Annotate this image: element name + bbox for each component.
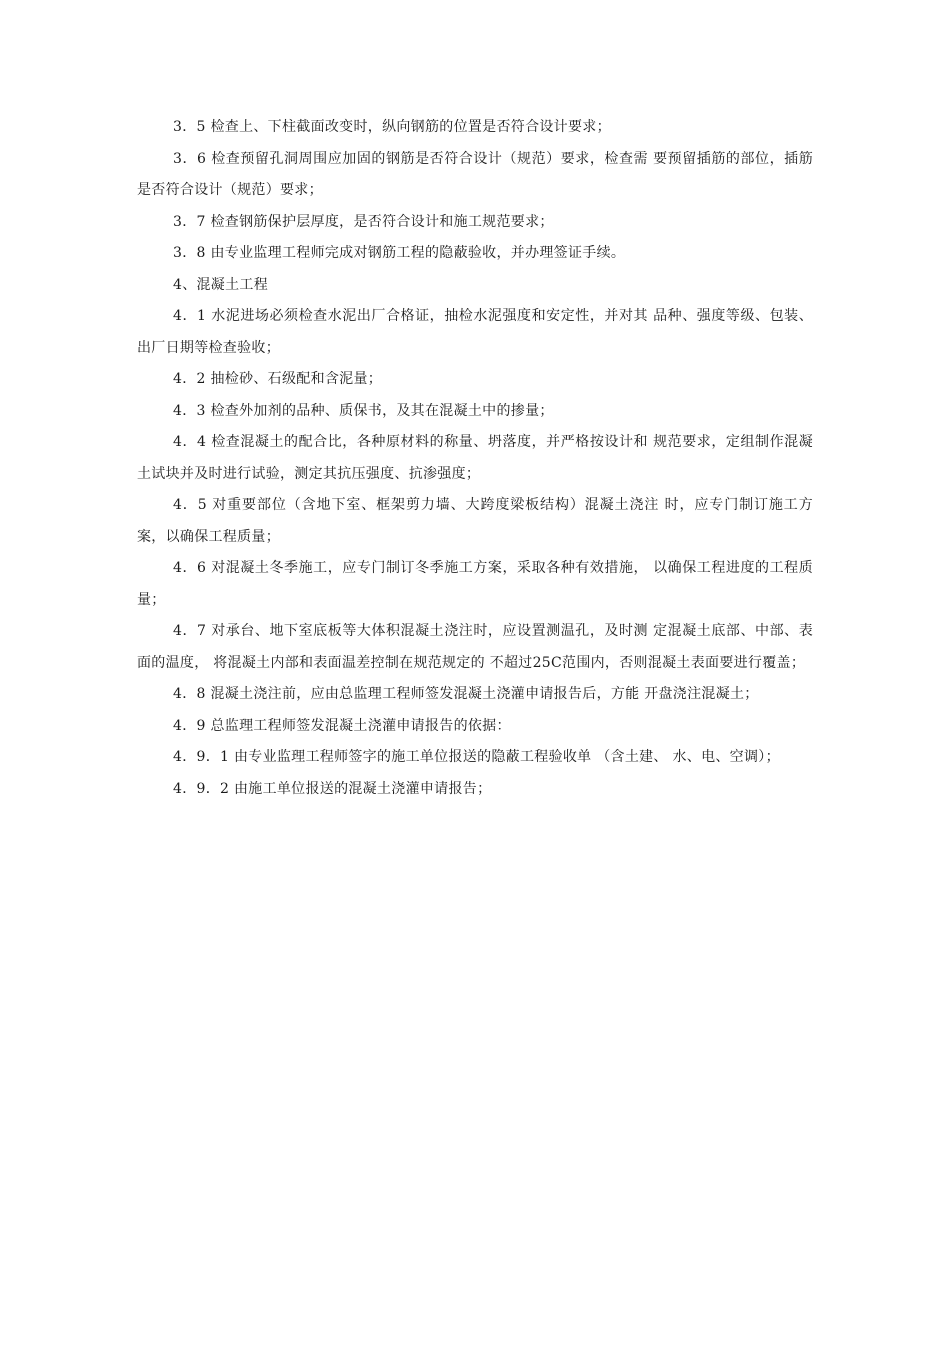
paragraph-3-8: 3．8 由专业监理工程师完成对钢筋工程的隐蔽验收，并办理签证手续。 <box>173 245 626 261</box>
paragraph-4-3: 4．3 检查外加剂的品种、质保书，及其在混凝土中的掺量； <box>173 402 554 419</box>
paragraph-4-2: 4．2 抽检砂、石级配和含泥量； <box>173 371 383 387</box>
paragraph-4-5: 4．5 对重要部位（含地下室、框架剪力墙、大跨度梁板结构）混凝土浇注 时，应专门制订施工方案，以确保工程质量； <box>137 497 813 545</box>
document-body <box>137 112 813 805</box>
paragraph-3-7: 3．7 检查钢筋保护层厚度，是否符合设计和施工规范要求； <box>173 213 554 230</box>
paragraph-3-6: 3．6 检查预留孔洞周围应加固的钢筋是否符合设计（规范）要求，检查需 要预留插筋的部位，插筋是否符合设计（规范）要求； <box>137 150 813 198</box>
paragraph-4-1: 4．1 水泥进场必须检查水泥出厂合格证，抽检水泥强度和安定性，并对其 品种、强度等级、包装、出厂日期等检查验收； <box>137 308 813 356</box>
paragraph-4-8: 4．8 混凝土浇注前，应由总监理工程师签发混凝土浇灌申请报告后，方能 开盘浇注混凝土； <box>173 686 759 702</box>
paragraph-4-4: 4．4 检查混凝土的配合比，各种原材料的称量、坍落度，并严格按设计和 规范要求，定组制作混凝土试块并及时进行试验，测定其抗压强度、抗渗强度； <box>137 434 813 482</box>
paragraph-4-7: 4．7 对承台、地下室底板等大体积混凝土浇注时，应设置测温孔，及时测 定混凝土底部、中部、表面的温度， 将混凝土内部和表面温差控制在规范规定的 不超过25C范围内，否则混凝土表面要进行覆盖； <box>137 623 813 671</box>
paragraph-4-6: 4．6 对混凝土冬季施工，应专门制订冬季施工方案，采取各种有效措施， 以确保工程进度的工程质量； <box>137 560 813 608</box>
paragraph-4-9-1: 4．9．1 由专业监理工程师签字的施工单位报送的隐蔽工程验收单 （含土建、 水、电、空调）； <box>173 749 780 765</box>
paragraph-4-9: 4．9 总监理工程师签发混凝土浇灌申请报告的依据： <box>173 717 511 734</box>
paragraph-3-5: 3．5 检查上、下柱截面改变时，纵向钢筋的位置是否符合设计要求； <box>173 119 611 135</box>
section-heading-4: 4、混凝土工程 <box>173 276 269 293</box>
paragraph-4-9-2: 4．9．2 由施工单位报送的混凝土浇灌申请报告； <box>173 780 492 797</box>
